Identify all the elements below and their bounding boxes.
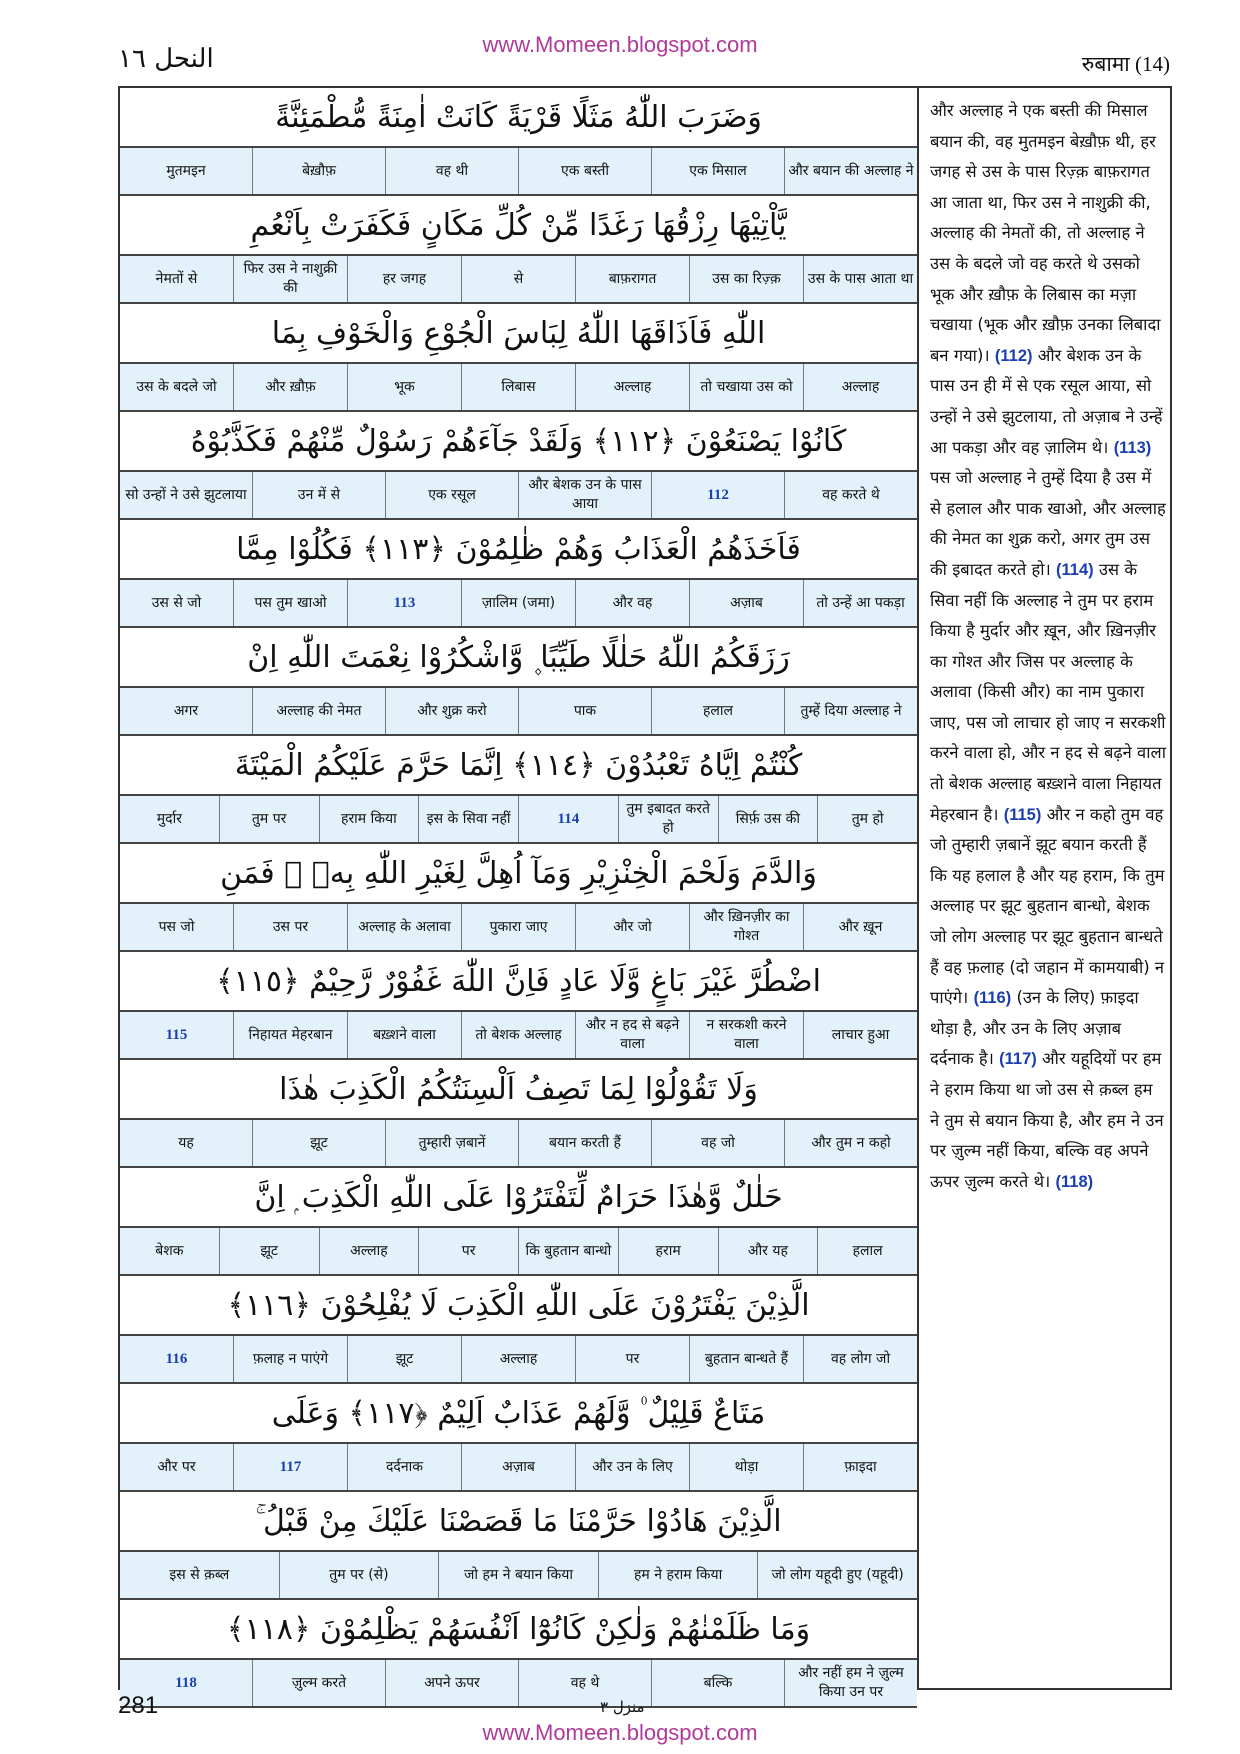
word-meaning-cell: एक रसूल xyxy=(385,472,518,518)
word-meaning-cell: और ख़िनज़ीर का गोश्त xyxy=(689,904,803,950)
verse-number-cell: 114 xyxy=(518,796,618,842)
word-meaning-cell: बयान करती हैं xyxy=(518,1120,651,1166)
verse-number: (118) xyxy=(1055,1172,1094,1191)
arabic-ayah-line: وَالدَّمَ وَلَحْمَ الْخِنْزِيْرِ وَمَآ اُهِلَّ لِغَيْرِ اللّٰهِ بِهٖ ۚ فَمَنِ xyxy=(220,855,817,891)
word-meaning-cell: पर xyxy=(575,1336,689,1382)
verse-number: (113) xyxy=(1113,438,1152,457)
arabic-ayah-line: وَضَرَبَ اللّٰهُ مَثَلًا قَرْيَةً كَانَتْ اٰمِنَةً مُّطْمَئِنَّةً xyxy=(275,99,762,135)
word-meaning-cell: तुम इबादत करते हो xyxy=(618,796,718,842)
hindi-word-row xyxy=(120,1010,917,1060)
word-meaning-cell: झूट xyxy=(347,1336,461,1382)
translation-text: पस जो अल्लाह ने तुम्हें दिया है उस में से हलाल और पाक खाओ, और अल्लाह की नेमत का शुक्र करो, अगर तुम उस की इबादत करते हो। xyxy=(930,468,1166,579)
word-meaning-cell: बुहतान बान्धते हैं xyxy=(689,1336,803,1382)
word-meaning-cell: तुम्हें दिया अल्लाह ने xyxy=(784,688,917,734)
word-meaning-cell: एक बस्ती xyxy=(518,148,651,194)
hindi-word-row xyxy=(120,1226,917,1276)
word-meaning-cell: बख़्शने वाला xyxy=(347,1012,461,1058)
word-meaning-cell: कि बुहतान बान्धो xyxy=(518,1228,618,1274)
word-meaning-cell: उस से जो xyxy=(151,594,202,611)
verse-number: (112) xyxy=(994,346,1033,365)
hindi-word-row xyxy=(120,1550,917,1600)
word-meaning-cell: अल्लाह xyxy=(461,1336,575,1382)
arabic-ayah-line: يَّاْتِيْهَا رِزْقُهَا رَغَدًا مِّنْ كُلِّ مَكَانٍ فَكَفَرَتْ بِاَنْعُمِ xyxy=(250,207,787,243)
verse-number: (116) xyxy=(973,989,1012,1008)
word-meaning-cell: अल्लाह xyxy=(319,1228,419,1274)
hindi-word-row xyxy=(120,470,917,520)
verse-number-cell: 116 xyxy=(165,1350,188,1367)
word-meaning-cell: हराम xyxy=(618,1228,718,1274)
word-meaning-cell: इस के सिवा नहीं xyxy=(418,796,518,842)
verse-number-cell: 115 xyxy=(165,1026,188,1043)
translation-text: और अल्लाह ने एक बस्ती की मिसाल बयान की, वह मुतमइन बेख़ौफ़ थी, हर जगह से उस के पास रिज़्क़ बाफ़रागत आ जाता था, फिर उस ने नाशुक्री की, अल्लाह की नेमतों की, तो अल्लाह ने उस के बदले जो वह करते थे उसको भूक और ख़ौफ़ के लिबास का मज़ा चखाया (भूक और ख़ौफ़ उनका लिबादा बन गया)। xyxy=(930,101,1161,365)
para-header: रुबामा (14) xyxy=(1081,52,1170,76)
word-meaning-cell: हम ने हराम किया xyxy=(598,1552,758,1598)
word-meaning-cell: वह लोग जो xyxy=(803,1336,917,1382)
site-url-bottom[interactable]: www.Momeen.blogspot.com xyxy=(482,1720,758,1745)
word-meaning-cell: और यह xyxy=(718,1228,818,1274)
word-meaning-cell: भूक xyxy=(347,364,461,410)
word-meaning-cell: और न हद से बढ़ने वाला xyxy=(575,1012,689,1058)
word-meaning-cell: झूट xyxy=(219,1228,319,1274)
word-meaning-cell: नेमतों से xyxy=(155,270,198,287)
word-meaning-cell: थोड़ा xyxy=(689,1444,803,1490)
word-meaning-cell: वह थे xyxy=(518,1660,651,1706)
verse-number: (117) xyxy=(999,1050,1037,1069)
verse-number-cell: 118 xyxy=(175,1674,197,1691)
word-meaning-cell: और वह xyxy=(575,580,689,626)
word-meaning-cell: लाचार हुआ xyxy=(803,1012,917,1058)
hindi-word-row xyxy=(120,254,917,304)
arabic-ayah-line: وَلَا تَقُوْلُوْا لِمَا تَصِفُ اَلْسِنَتُكُمُ الْكَذِبَ هٰذَا xyxy=(279,1071,758,1107)
word-meaning-cell: अज़ाब xyxy=(689,580,803,626)
word-meaning-cell: और बेशक उन के पास आया xyxy=(518,472,651,518)
word-meaning-cell: अल्लाह के अलावा xyxy=(347,904,461,950)
word-meaning-cell: फ़लाह न पाएंगे xyxy=(233,1336,347,1382)
word-meaning-cell: यह xyxy=(178,1134,194,1151)
word-meaning-cell: झूट xyxy=(252,1120,385,1166)
word-meaning-cell: लिबास xyxy=(461,364,575,410)
arabic-ayah-line: اضْطُرَّ غَيْرَ بَاغٍ وَّلَا عَادٍ فَاِنَّ اللّٰهَ غَفُوْرٌ رَّحِيْمٌ ﴿١١٥﴾ xyxy=(216,963,821,999)
arabic-ayah-line: الَّذِيْنَ هَادُوْا حَرَّمْنَا مَا قَصَصْنَا عَلَيْكَ مِنْ قَبْلُ ۚ xyxy=(255,1503,782,1539)
arabic-ayah-line: حَلٰلٌ وَّهٰذَا حَرَامٌ لِّتَفْتَرُوْا عَلَى اللّٰهِ الْكَذِبَ ۭ اِنَّ xyxy=(254,1179,783,1215)
word-meaning-cell: और ख़ून xyxy=(803,904,917,950)
word-meaning-cell: दर्दनाक xyxy=(347,1444,461,1490)
word-meaning-cell: तुम पर xyxy=(219,796,319,842)
word-meaning-cell: बल्कि xyxy=(651,1660,784,1706)
word-meaning-cell: अगर xyxy=(173,702,199,719)
word-meaning-cell: निहायत मेहरबान xyxy=(233,1012,347,1058)
word-meaning-cell: और बयान की अल्लाह ने xyxy=(784,148,917,194)
word-meaning-cell: उस का रिज़्क़ xyxy=(689,256,803,302)
word-meaning-cell: ज़ुल्म करते xyxy=(252,1660,385,1706)
word-meaning-cell: अज़ाब xyxy=(461,1444,575,1490)
translation-column xyxy=(930,96,1166,1197)
word-by-word-grid xyxy=(120,88,919,1700)
word-meaning-cell: मुतमइन xyxy=(166,162,206,179)
word-meaning-cell: वह थी xyxy=(385,148,518,194)
verse-number: (114) xyxy=(1056,560,1094,579)
word-meaning-cell: और नहीं हम ने ज़ुल्म किया उन पर xyxy=(784,1660,917,1706)
word-meaning-cell: तुम हो xyxy=(817,796,917,842)
hindi-word-row xyxy=(120,902,917,952)
word-meaning-cell: तो उन्हें आ पकड़ा xyxy=(803,580,917,626)
word-meaning-cell: वह जो xyxy=(651,1120,784,1166)
word-meaning-cell: तो चखाया उस को xyxy=(689,364,803,410)
word-meaning-cell: जो लोग यहूदी हुए (यहूदी) xyxy=(757,1552,917,1598)
word-meaning-cell: सिर्फ़ उस की xyxy=(718,796,818,842)
word-meaning-cell: इस से क़ब्ल xyxy=(169,1566,230,1583)
word-meaning-cell: पाक xyxy=(518,688,651,734)
hindi-word-row xyxy=(120,362,917,412)
hindi-word-row xyxy=(120,686,917,736)
word-meaning-cell: अल्लाह xyxy=(803,364,917,410)
word-meaning-cell: उस पर xyxy=(233,904,347,950)
hindi-word-row xyxy=(120,578,917,628)
word-meaning-cell: फ़ाइदा xyxy=(803,1444,917,1490)
translation-text: उस के सिवा नहीं कि अल्लाह ने तुम पर हराम किया है मुर्दार और ख़ून, और ख़िनज़ीर का गोश्त और जिस पर अल्लाह के अलावा (किसी और) का नाम पुकारा जाए, पस जो लाचार हो जाए न सरकशी करने वाला हो, और न हद से बढ़ने वाला तो बेशक अल्लाह बख़्शने वाला निहायत मेहरबान है। xyxy=(930,559,1166,824)
word-meaning-cell: हलाल xyxy=(651,688,784,734)
word-meaning-cell: और जो xyxy=(575,904,689,950)
arabic-ayah-line: مَتَاعٌ قَلِيْلٌ ۠ وَّلَهُمْ عَذَابٌ اَلِيْمٌ ﴿١١٧﴾ وَعَلَى xyxy=(271,1395,766,1431)
word-meaning-cell: अल्लाह की नेमत xyxy=(252,688,385,734)
word-meaning-cell: हराम किया xyxy=(319,796,419,842)
arabic-ayah-line: وَمَا ظَلَمْنٰهُمْ وَلٰكِنْ كَانُوْٓا اَنْفُسَهُمْ يَظْلِمُوْنَ ﴿١١٨﴾ xyxy=(226,1611,811,1647)
word-meaning-cell: अपने ऊपर xyxy=(385,1660,518,1706)
hindi-word-row xyxy=(120,794,917,844)
word-meaning-cell: और पर xyxy=(157,1458,196,1475)
word-meaning-cell: ज़ालिम (जमा) xyxy=(461,580,575,626)
arabic-ayah-line: الَّذِيْنَ يَفْتَرُوْنَ عَلَى اللّٰهِ الْكَذِبَ لَا يُفْلِحُوْنَ ﴿١١٦﴾ xyxy=(227,1287,810,1323)
word-meaning-cell: और ख़ौफ़ xyxy=(233,364,347,410)
hindi-word-row xyxy=(120,1658,917,1708)
hindi-word-row xyxy=(120,1442,917,1492)
word-meaning-cell: सो उन्हों ने उसे झुटलाया xyxy=(125,486,247,503)
arabic-ayah-line: كُنْتُمْ اِيَّاهُ تَعْبُدُوْنَ ﴿١١٤﴾ اِنَّمَا حَرَّمَ عَلَيْكُمُ الْمَيْتَةَ xyxy=(234,747,803,783)
arabic-ayah-line: فَاَخَذَهُمُ الْعَذَابُ وَهُمْ ظٰلِمُوْنَ ﴿١١٣﴾ فَكُلُوْا مِمَّا xyxy=(236,531,801,567)
translation-text: और यहूदियों पर हम ने हराम किया था जो उस से क़ब्ल हम ने तुम से बयान किया है, और हम ने उन पर ज़ुल्म नहीं किया, बल्कि वह अपने ऊपर ज़ुल्म करते थे। xyxy=(930,1049,1164,1191)
word-meaning-cell: पर xyxy=(418,1228,518,1274)
surah-header: النحل ١٦ xyxy=(118,44,214,74)
verse-number: (115) xyxy=(1003,805,1042,824)
word-meaning-cell: बेशक xyxy=(155,1242,184,1259)
word-meaning-cell: जो हम ने बयान किया xyxy=(438,1552,598,1598)
word-meaning-cell: और तुम न कहो xyxy=(784,1120,917,1166)
word-meaning-cell: वह करते थे xyxy=(784,472,917,518)
word-meaning-cell: और शुक्र करो xyxy=(385,688,518,734)
arabic-ayah-line: رَزَقَكُمُ اللّٰهُ حَلٰلًا طَيِّبًا ۪ وَّاشْكُرُوْا نِعْمَتَ اللّٰهِ اِنْ xyxy=(247,639,790,675)
arabic-ayah-line: اللّٰهِ فَاَذَاقَهَا اللّٰهُ لِبَاسَ الْجُوْعِ وَالْخَوْفِ بِمَا xyxy=(271,315,766,351)
translation-text: और बेशक उन के पास उन ही में से एक रसूल आया, सो उन्हों ने उसे झुटलाया, तो अज़ाब ने उन्हें आ पकड़ा और वह ज़ालिम थे। xyxy=(930,345,1163,457)
word-meaning-cell: फिर उस ने नाशुक्री की xyxy=(233,256,347,302)
page-number: 281 xyxy=(118,1692,159,1719)
word-meaning-cell: से xyxy=(461,256,575,302)
word-meaning-cell: मुर्दार xyxy=(156,810,182,827)
word-meaning-cell: तुम्हारी ज़बानें xyxy=(385,1120,518,1166)
hindi-word-row xyxy=(120,1334,917,1384)
word-meaning-cell: पस तुम खाओ xyxy=(233,580,347,626)
word-meaning-cell: तुम पर (से) xyxy=(279,1552,439,1598)
word-meaning-cell: हर जगह xyxy=(347,256,461,302)
manzil-label: منزل ٣ xyxy=(600,1698,645,1716)
translation-text: और न कहो तुम वह जो तुम्हारी ज़बानें झूट बयान करती हैं कि यह हलाल है और यह हराम, कि तुम अल्लाह पर झूट बुहतान बान्धो, बेशक जो लोग अल्लाह पर झूट बुहतान बान्धते हैं वह फ़लाह (दो जहान में कामयाबी) न पाएंगे। xyxy=(930,804,1165,1008)
verse-number-cell: 112 xyxy=(651,472,784,518)
translation-text: (उन के लिए) फ़ाइदा थोड़ा है, और उन के लिए अज़ाब दर्दनाक है। xyxy=(930,988,1139,1069)
verse-number-cell: 113 xyxy=(347,580,461,626)
hindi-word-row xyxy=(120,146,917,196)
word-meaning-cell: और उन के लिए xyxy=(575,1444,689,1490)
site-url-top[interactable]: www.Momeen.blogspot.com xyxy=(482,32,758,57)
word-meaning-cell: न सरकशी करने वाला xyxy=(689,1012,803,1058)
verse-number-cell: 117 xyxy=(233,1444,347,1490)
word-meaning-cell: हलाल xyxy=(817,1228,917,1274)
word-meaning-cell: पस जो xyxy=(158,918,195,935)
word-meaning-cell: उन में से xyxy=(252,472,385,518)
word-meaning-cell: बेख़ौफ़ xyxy=(252,148,385,194)
word-meaning-cell: बाफ़रागत xyxy=(575,256,689,302)
hindi-word-row xyxy=(120,1118,917,1168)
page-frame xyxy=(118,86,1172,1700)
word-meaning-cell: उस के बदले जो xyxy=(136,378,217,395)
word-meaning-cell: एक मिसाल xyxy=(651,148,784,194)
word-meaning-cell: तो बेशक अल्लाह xyxy=(461,1012,575,1058)
word-meaning-cell: उस के पास आता था xyxy=(803,256,917,302)
word-meaning-cell: पुकारा जाए xyxy=(461,904,575,950)
word-meaning-cell: अल्लाह xyxy=(575,364,689,410)
arabic-ayah-line: كَانُوْا يَصْنَعُوْنَ ﴿١١٢﴾ وَلَقَدْ جَآءَهُمْ رَسُوْلٌ مِّنْهُمْ فَكَذَّبُوْهُ xyxy=(190,423,847,459)
